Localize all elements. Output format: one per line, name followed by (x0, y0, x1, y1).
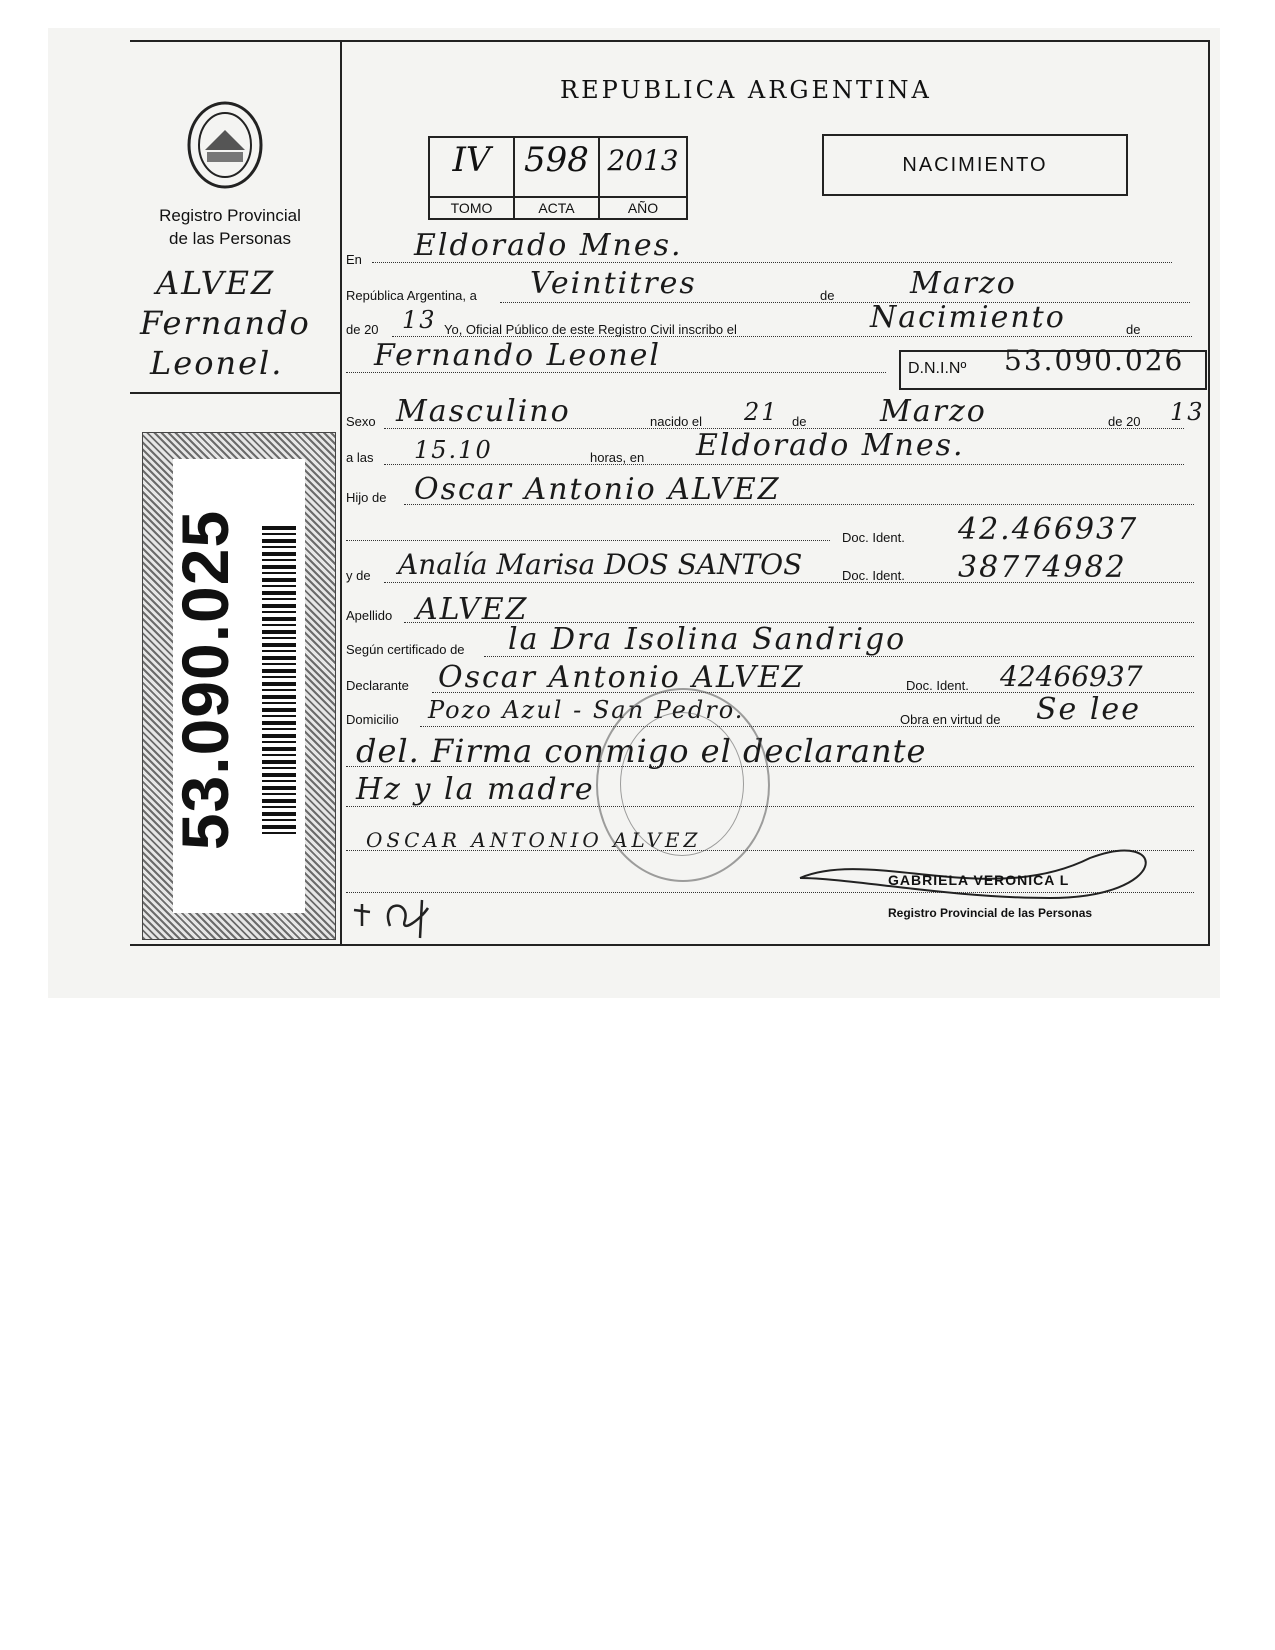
entry-declarante: Oscar Antonio ALVEZ (438, 660, 805, 695)
org-line-2: de las Personas (169, 229, 291, 248)
entry-madre-doc: 38774982 (958, 550, 1127, 585)
label-sexo: Sexo (346, 414, 376, 429)
record-type-box: NACIMIENTO (822, 134, 1128, 196)
line-yo (392, 336, 1192, 337)
entry-anio: 13 (402, 306, 437, 334)
label-yde: y de (346, 568, 371, 583)
frame-top-line (130, 40, 1210, 42)
sidebar-given-2: Leonel. (150, 344, 284, 382)
official-name: GABRIELA VERONICA L (888, 872, 1070, 888)
official-office: Registro Provincial de las Personas (888, 906, 1093, 920)
anio-label: AÑO (600, 196, 686, 218)
frame-bottom-line (130, 944, 1210, 946)
frame-divider (340, 40, 342, 946)
entry-dni: 53.090.026 (1004, 344, 1185, 377)
entry-obra-2: del. Firma conmigo el declarante (356, 732, 927, 770)
label-de20: de 20 (346, 322, 379, 337)
entry-hora: 15.10 (414, 436, 493, 464)
label-de20-nac: de 20 (1108, 414, 1141, 429)
frame-right-line (1208, 40, 1210, 946)
label-hijo: Hijo de (346, 490, 387, 505)
organization-name (130, 204, 330, 250)
tomo-cell (430, 138, 515, 218)
org-line-1: Registro Provincial (159, 206, 301, 225)
label-en: En (346, 252, 362, 267)
official-stamp (596, 688, 770, 882)
entry-mes: Marzo (910, 266, 1017, 301)
entry-obra: Se lee (1036, 692, 1141, 727)
entry-nombre: Fernando Leonel (374, 338, 662, 373)
anio-cell (600, 138, 686, 218)
entry-lugar: Eldorado Mnes. (414, 228, 683, 263)
barcode (262, 526, 296, 838)
entry-nac-mes: Marzo (880, 394, 987, 429)
entry-nac-dia: 21 (744, 398, 779, 426)
tomo-value: IV (452, 140, 491, 180)
label-obra: Obra en virtud de (900, 712, 1001, 727)
label-de-nac: de (792, 414, 807, 429)
entry-certificado: la Dra Isolina Sandrigo (508, 622, 907, 657)
initials-signature-icon (350, 890, 440, 940)
sidebar-given-1: Fernando (140, 304, 311, 342)
label-declarante: Declarante (346, 678, 409, 693)
label-apellido: Apellido (346, 608, 393, 623)
entry-lugar-nac: Eldorado Mnes. (696, 428, 965, 463)
label-doc-1: Doc. Ident. (842, 530, 905, 545)
label-a-las: a las (346, 450, 374, 465)
acta-value: 598 (524, 140, 589, 180)
signature-declarante: OSCAR ANTONIO ALVEZ (366, 828, 702, 852)
provincial-seal-icon (185, 100, 265, 190)
label-nacido: nacido el (650, 414, 703, 429)
label-horas: horas, en (590, 450, 645, 465)
label-segun: Según certificado de (346, 642, 465, 657)
entry-inscribe: Nacimiento (870, 300, 1066, 335)
acta-label: ACTA (515, 196, 598, 218)
vertical-document-number: 53.090.025 (168, 509, 242, 851)
registry-box (428, 136, 688, 220)
entry-obra-3: Hz y la madre (356, 772, 595, 807)
acta-cell (515, 138, 600, 218)
label-doc-2: Doc. Ident. (842, 568, 905, 583)
sidebar-name-divider (130, 392, 340, 394)
label-domicilio: Domicilio (346, 712, 399, 727)
line-padre-doc (346, 540, 830, 541)
line-republica (500, 302, 1190, 303)
sidebar-surname: ALVEZ (156, 264, 276, 302)
label-dni: D.N.I.Nº (908, 360, 967, 377)
entry-padre: Oscar Antonio ALVEZ (414, 472, 781, 507)
line-hora (384, 464, 1184, 465)
entry-nac-anio: 13 (1170, 398, 1205, 426)
tomo-label: TOMO (430, 196, 513, 218)
label-doc-3: Doc. Ident. (906, 678, 969, 693)
entry-sexo: Masculino (396, 394, 571, 429)
label-de-mes: de (820, 288, 835, 303)
entry-declarante-doc: 42466937 (1000, 660, 1143, 693)
country-title: REPUBLICA ARGENTINA (560, 76, 932, 104)
entry-domicilio: Pozo Azul - San Pedro. (428, 696, 745, 724)
entry-padre-doc: 42.466937 (958, 512, 1139, 547)
entry-madre: Analía Marisa DOS SANTOS (398, 548, 803, 581)
label-de-end: de (1126, 322, 1141, 337)
label-republica: República Argentina, a (346, 288, 477, 303)
label-yo: Yo, Oficial Público de este Registro Civil inscribo el (444, 322, 737, 337)
entry-dia: Veintitres (530, 266, 697, 301)
anio-value: 2013 (607, 144, 679, 177)
entry-apellido: ALVEZ (416, 592, 529, 627)
